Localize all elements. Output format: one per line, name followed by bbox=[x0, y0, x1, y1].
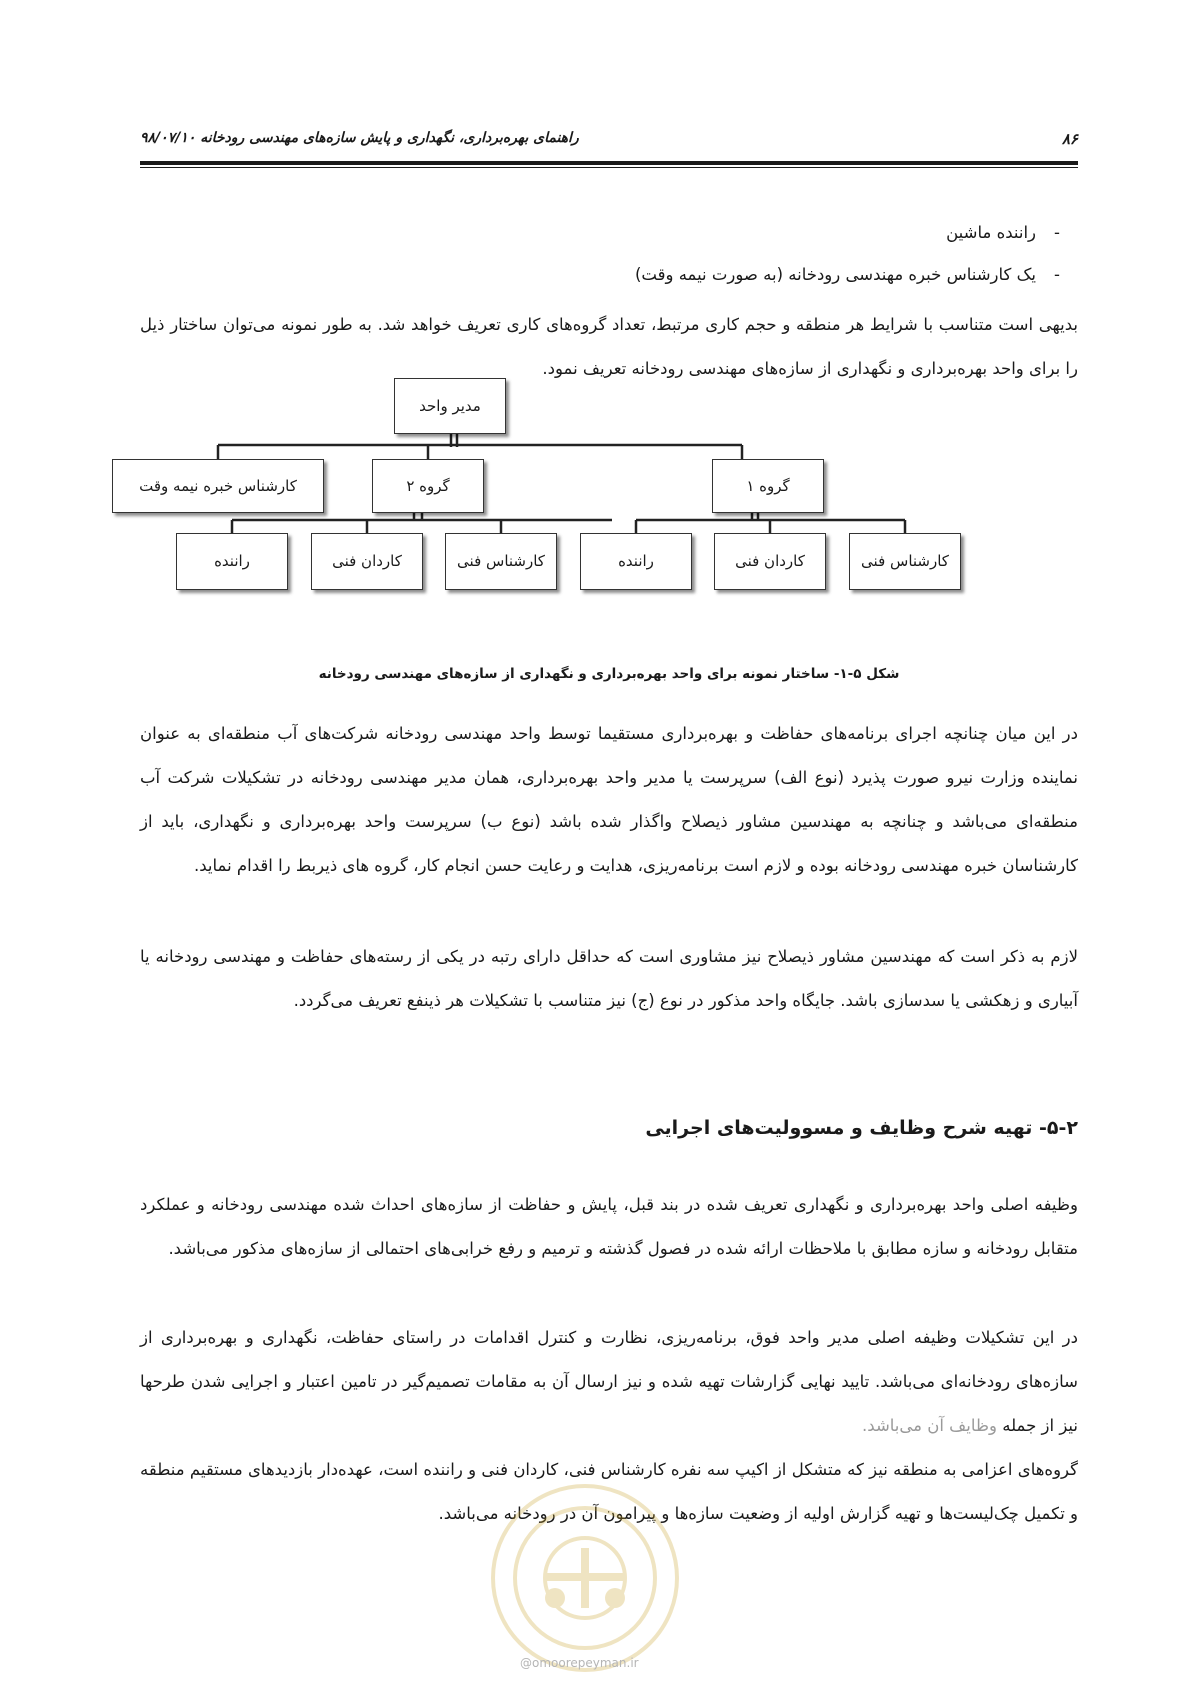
org-box-group1: گروه ۱ bbox=[712, 459, 824, 513]
org-box-g1-engineer: کارشناس فنی bbox=[849, 533, 961, 590]
bullet-text: راننده ماشین bbox=[946, 223, 1036, 242]
org-box-expert: کارشناس خبره نیمه وقت bbox=[112, 459, 324, 513]
org-box-g2-technician: کاردان فنی bbox=[311, 533, 423, 590]
org-box-group2: گروه ۲ bbox=[372, 459, 484, 513]
org-chart-connectors bbox=[110, 395, 1040, 657]
org-box-root: مدیر واحد bbox=[394, 378, 506, 434]
watermark-url: @omoorepeyman.ir bbox=[520, 1656, 639, 1670]
header-rule-thick bbox=[140, 161, 1078, 165]
org-chart bbox=[110, 395, 1040, 657]
paragraph: بدیهی است متناسب با شرایط هر منطقه و حجم کاری مرتبط، تعداد گروه‌های کاری تعریف خواهد شد. به طور نمونه می‌توان ساختار ذیل را برای واحد بهره‌برداری و نگهداری از سازه‌های مهندسی رودخانه تعریف نمود. bbox=[140, 315, 1078, 378]
paragraph-text-faded: وظایف آن می‌باشد. bbox=[862, 1416, 997, 1435]
bullet-dash: - bbox=[1054, 223, 1060, 242]
running-header bbox=[140, 130, 1078, 152]
page-number: ۸۶ bbox=[1061, 130, 1078, 148]
bullet-list bbox=[140, 212, 1078, 296]
paragraph: وظیفه اصلی واحد بهره‌برداری و نگهداری تعریف شده در بند قبل، پایش و حفاظت از سازه‌های احداث شده مهندسی رودخانه و عملکرد متقابل رودخانه و سازه مطابق با ملاحظات ارائه شده در فصول گذشته و ترمیم و رفع خرابی‌های احتمالی از سازه‌های مذکور می‌باشد. bbox=[140, 1195, 1078, 1258]
watermark-seal-icon bbox=[485, 1478, 685, 1678]
org-box-g1-driver: راننده bbox=[580, 533, 692, 590]
paragraph-text: در این تشکیلات وظیفه اصلی مدیر واحد فوق، برنامه‌ریزی، نظارت و کنترل اقدامات در راستای حفاظت، نگهداری و بهره‌برداری از سازه‌های رودخانه‌ای می‌باشد. تایید نهایی گزارشات تهیه شده و نیز ارسال آن به مقامات تصمیم‌گیر در تامین اعتبار و اجرایی شدن طرحها نیز از جمله bbox=[140, 1328, 1078, 1435]
figure-caption: شکل ۵-۱- ساختار نمونه برای واحد بهره‌برداری و نگهداری از سازه‌های مهندسی رودخانه bbox=[318, 666, 900, 682]
section-heading: ۵-۲- تهیه شرح وظایف و مسوولیت‌های اجرایی bbox=[645, 1117, 1078, 1139]
paragraph: گروه‌های اعزامی به منطقه نیز که متشکل از اکیپ سه نفره کارشناس فنی، کاردان فنی و راننده است، عهده‌دار بازدیدهای مستقیم منطقه و تکمیل چک‌لیست‌ها و تهیه گزارش اولیه از وضعیت سازه‌ها و پیرامون آن در رودخانه می‌باشد. bbox=[140, 1460, 1078, 1523]
org-box-g1-technician: کاردان فنی bbox=[714, 533, 826, 590]
org-box-g2-driver: راننده bbox=[176, 533, 288, 590]
org-box-g2-engineer: کارشناس فنی bbox=[445, 533, 557, 590]
header-title: راهنمای بهره‌برداری، نگهداری و پایش سازه‌های مهندسی رودخانه ۹۸/۰۷/۱۰ bbox=[140, 130, 579, 146]
bullet-text: یک کارشناس خبره مهندسی رودخانه (به صورت نیمه وقت) bbox=[634, 265, 1036, 284]
paragraph: لازم به ذکر است که مهندسین مشاور ذیصلاح نیز مشاوری است که حداقل دارای رتبه در یکی از رسته‌های حفاظت و مهندسی رودخانه یا آبیاری و زهکشی یا سدسازی باشد. جایگاه واحد مذکور در نوع (ج) نیز متناسب با تشکیلات هر ذینفع تعریف می‌گردد. bbox=[140, 947, 1078, 1010]
bullet-dash: - bbox=[1054, 265, 1060, 284]
paragraph bbox=[140, 1316, 1078, 1448]
header-rule-thin bbox=[140, 167, 1078, 168]
paragraph: در این میان چنانچه اجرای برنامه‌های حفاظت و بهره‌برداری مستقیما توسط واحد مهندسی رودخانه شرکت‌های آب منطقه‌ای به عنوان نماینده وزارت نیرو صورت پذیرد (نوع الف) سرپرست یا مدیر واحد بهره‌برداری، همان مدیر مهندسی رودخانه در تشکیلات شرکت آب منطقه‌ای می‌باشد و چنانچه به مهندسین مشاور ذیصلاح واگذار شده باشد (نوع ب) سرپرست واحد بهره‌برداری و نگهداری، باید از کارشناسان خبره مهندسی رودخانه بوده و لازم است برنامه‌ریزی، هدایت و رعایت حسن انجام کار، گروه های ذیربط را اقدام نماید. bbox=[140, 724, 1078, 875]
bullet-item bbox=[140, 254, 1078, 296]
bullet-item bbox=[140, 212, 1078, 254]
